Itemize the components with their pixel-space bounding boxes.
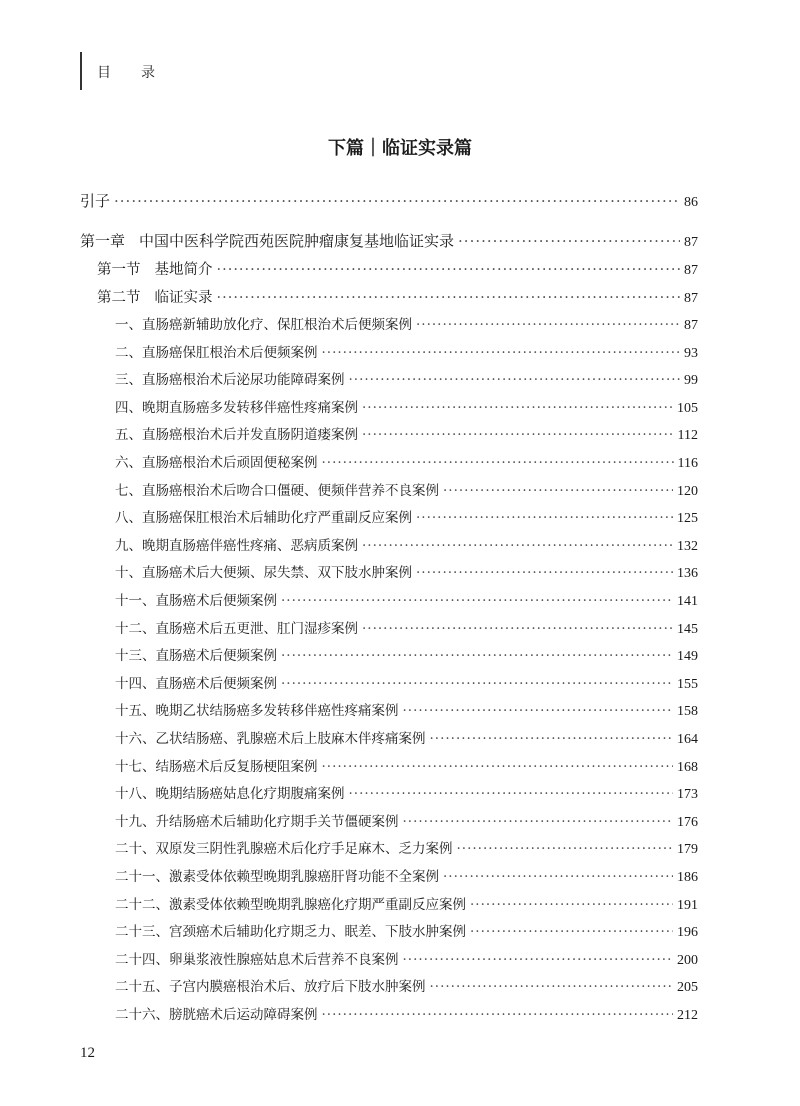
toc-case-page: 149: [677, 649, 698, 665]
toc-case-title: 二十一、激素受体依赖型晚期乳腺癌肝肾功能不全案例: [115, 869, 439, 885]
toc-case-page: 116: [677, 456, 698, 471]
chapter-name: 中国中医科学院西苑医院肿瘤康复基地临证实录: [139, 232, 455, 250]
toc-case-title: 十四、直肠癌术后便频案例: [115, 675, 277, 692]
toc-section[interactable]: [97, 258, 698, 279]
toc-case-page: 136: [677, 566, 698, 582]
toc-section-title: [97, 258, 213, 279]
header-char-right: 录: [141, 65, 155, 81]
leader-dots: [443, 483, 673, 499]
chapter-number: 第一章: [80, 232, 126, 250]
toc-case-page: 158: [677, 704, 698, 720]
leader-dots: [349, 786, 674, 802]
toc-case-page: 132: [677, 538, 698, 554]
toc-case-page: 173: [677, 787, 698, 803]
toc-section[interactable]: [97, 286, 698, 307]
toc-case-page: 93: [684, 345, 698, 361]
leader-dots: [217, 262, 681, 278]
toc-intro[interactable]: [80, 190, 698, 211]
toc-case-title: 十八、晚期结肠癌姑息化疗期腹痛案例: [115, 786, 345, 803]
leader-dots: [362, 427, 674, 443]
toc-case-page: 191: [677, 897, 698, 913]
leader-dots: [281, 676, 673, 692]
toc-case-title: 二十四、卵巢浆液性腺癌姑息术后营养不良案例: [115, 951, 399, 968]
toc-case-title: 九、晚期直肠癌伴癌性疼痛、恶病质案例: [115, 537, 358, 554]
toc-case-title: 十九、升结肠癌术后辅助化疗期手关节僵硬案例: [115, 813, 399, 830]
toc-intro-page: 86: [684, 195, 698, 210]
leader-dots: [416, 317, 680, 333]
toc-case-page: 99: [684, 373, 698, 389]
toc-case-page: 200: [677, 952, 698, 968]
toc-intro-title: 引子: [80, 192, 111, 210]
leader-dots: [416, 510, 673, 526]
leader-dots: [217, 290, 681, 306]
toc-case[interactable]: [115, 423, 698, 444]
toc-case[interactable]: [115, 396, 698, 417]
leader-dots: [322, 759, 674, 775]
toc-case-title: 十一、直肠癌术后便频案例: [115, 593, 277, 609]
toc-case-title: 十六、乙状结肠癌、乳腺癌术后上肢麻木伴疼痛案例: [115, 731, 426, 747]
leader-dots: [430, 979, 674, 995]
toc-case-title: 二十、双原发三阴性乳腺癌术后化疗手足麻木、乏力案例: [115, 841, 453, 858]
toc-case-title: 六、直肠癌根治术后顽固便秘案例: [115, 455, 318, 471]
leader-dots: [430, 731, 674, 747]
leader-dots: [470, 924, 673, 940]
leader-dots: [322, 345, 681, 361]
toc-case-page: 179: [677, 842, 698, 858]
toc-case-title: 八、直肠癌保肛根治术后辅助化疗严重副反应案例: [115, 510, 412, 527]
toc-case[interactable]: [115, 810, 698, 831]
leader-dots: [281, 593, 673, 609]
toc-case[interactable]: [115, 975, 698, 996]
toc-case[interactable]: [115, 313, 698, 334]
toc-case-page: 145: [677, 621, 698, 637]
toc-case[interactable]: [115, 865, 698, 886]
toc-case[interactable]: [115, 341, 698, 362]
leader-dots: [349, 372, 681, 388]
toc-section-page: 87: [684, 291, 698, 306]
header-rule: [80, 52, 82, 90]
leader-dots: [458, 232, 680, 250]
toc-case[interactable]: [115, 506, 698, 527]
leader-dots: [281, 648, 673, 664]
toc-chapter-page: 87: [684, 235, 698, 250]
toc-case[interactable]: [115, 699, 698, 720]
running-header: [97, 62, 155, 82]
leader-dots: [443, 869, 673, 885]
toc-case-page: 155: [677, 676, 698, 692]
toc-case-title: 十、直肠癌术后大便频、尿失禁、双下肢水肿案例: [115, 565, 412, 582]
toc-case-title: 三、直肠癌根治术后泌尿功能障碍案例: [115, 372, 345, 389]
toc-case-title: 十二、直肠癌术后五更泄、肛门湿疹案例: [115, 620, 358, 637]
toc-chapter[interactable]: [80, 230, 698, 251]
toc-case[interactable]: [115, 948, 698, 969]
toc-case-title: 二十二、激素受体依赖型晚期乳腺癌化疗期严重副反应案例: [115, 896, 466, 913]
part-title: 下篇｜临证实录篇: [328, 138, 472, 159]
toc-case-page: 168: [677, 759, 698, 775]
toc-case-title: 四、晚期直肠癌多发转移伴癌性疼痛案例: [115, 399, 358, 416]
toc-case[interactable]: [115, 1003, 698, 1024]
toc-case-page: 87: [684, 318, 698, 333]
section-name: 临证实录: [154, 290, 213, 306]
toc-case[interactable]: [115, 672, 698, 693]
toc-chapter-title: [80, 230, 454, 251]
toc-case-page: 105: [677, 400, 698, 416]
toc-case-title: 五、直肠癌根治术后并发直肠阴道瘘案例: [115, 427, 358, 444]
leader-dots: [322, 455, 674, 471]
toc-case-title: 二十五、子宫内膜癌根治术后、放疗后下肢水肿案例: [115, 979, 426, 996]
toc-case-page: 212: [677, 1008, 698, 1023]
leader-dots: [403, 952, 674, 968]
toc-case-page: 205: [677, 980, 698, 996]
toc-case[interactable]: [115, 837, 698, 858]
leader-dots: [403, 814, 674, 830]
toc-case-title: 二十六、膀胱癌术后运动障碍案例: [115, 1007, 318, 1023]
toc-case[interactable]: [115, 755, 698, 776]
toc-case-title: 二、直肠癌保肛根治术后便频案例: [115, 344, 318, 361]
toc-case-page: 120: [677, 483, 698, 499]
toc-case-page: 176: [677, 814, 698, 830]
toc-case[interactable]: [115, 727, 698, 748]
leader-dots: [114, 192, 680, 210]
toc-case-page: 164: [677, 732, 698, 747]
toc-case-page: 196: [677, 925, 698, 941]
toc-case[interactable]: [115, 782, 698, 803]
toc-case-page: 125: [677, 511, 698, 527]
toc-section-title: [97, 286, 213, 307]
leader-dots: [362, 621, 673, 637]
toc-case-title: 二十三、宫颈癌术后辅助化疗期乏力、眠差、下肢水肿案例: [115, 924, 466, 941]
leader-dots: [416, 565, 673, 581]
toc-case-page: 186: [677, 870, 698, 885]
toc-case[interactable]: [115, 479, 698, 500]
header-char-left: 目: [97, 65, 111, 81]
toc-case[interactable]: [115, 534, 698, 555]
section-name: 基地简介: [154, 262, 213, 278]
leader-dots: [403, 703, 674, 719]
toc-section-page: 87: [684, 263, 698, 278]
toc-case[interactable]: [115, 561, 698, 582]
toc-case-title: 一、直肠癌新辅助放化疗、保肛根治术后便频案例: [115, 317, 412, 333]
section-number: 第一节: [97, 262, 141, 278]
toc-case[interactable]: [115, 617, 698, 638]
toc-case-title: 十七、结肠癌术后反复肠梗阻案例: [115, 758, 318, 775]
toc-case[interactable]: [115, 368, 698, 389]
toc-case-title: 十三、直肠癌术后便频案例: [115, 648, 277, 665]
leader-dots: [457, 841, 674, 857]
toc-case[interactable]: [115, 589, 698, 610]
toc-case[interactable]: [115, 451, 698, 472]
section-number: 第二节: [97, 290, 141, 306]
leader-dots: [362, 538, 673, 554]
toc-case[interactable]: [115, 893, 698, 914]
toc-case-page: 112: [677, 428, 698, 444]
leader-dots: [470, 897, 673, 913]
toc-case-page: 141: [677, 594, 698, 609]
leader-dots: [322, 1007, 674, 1023]
toc-case[interactable]: [115, 644, 698, 665]
toc-case-title: 十五、晚期乙状结肠癌多发转移伴癌性疼痛案例: [115, 703, 399, 720]
toc-case-title: 七、直肠癌根治术后吻合口僵硬、便频伴营养不良案例: [115, 482, 439, 499]
leader-dots: [362, 400, 673, 416]
page-number: 12: [80, 1045, 95, 1061]
toc-case[interactable]: [115, 920, 698, 941]
